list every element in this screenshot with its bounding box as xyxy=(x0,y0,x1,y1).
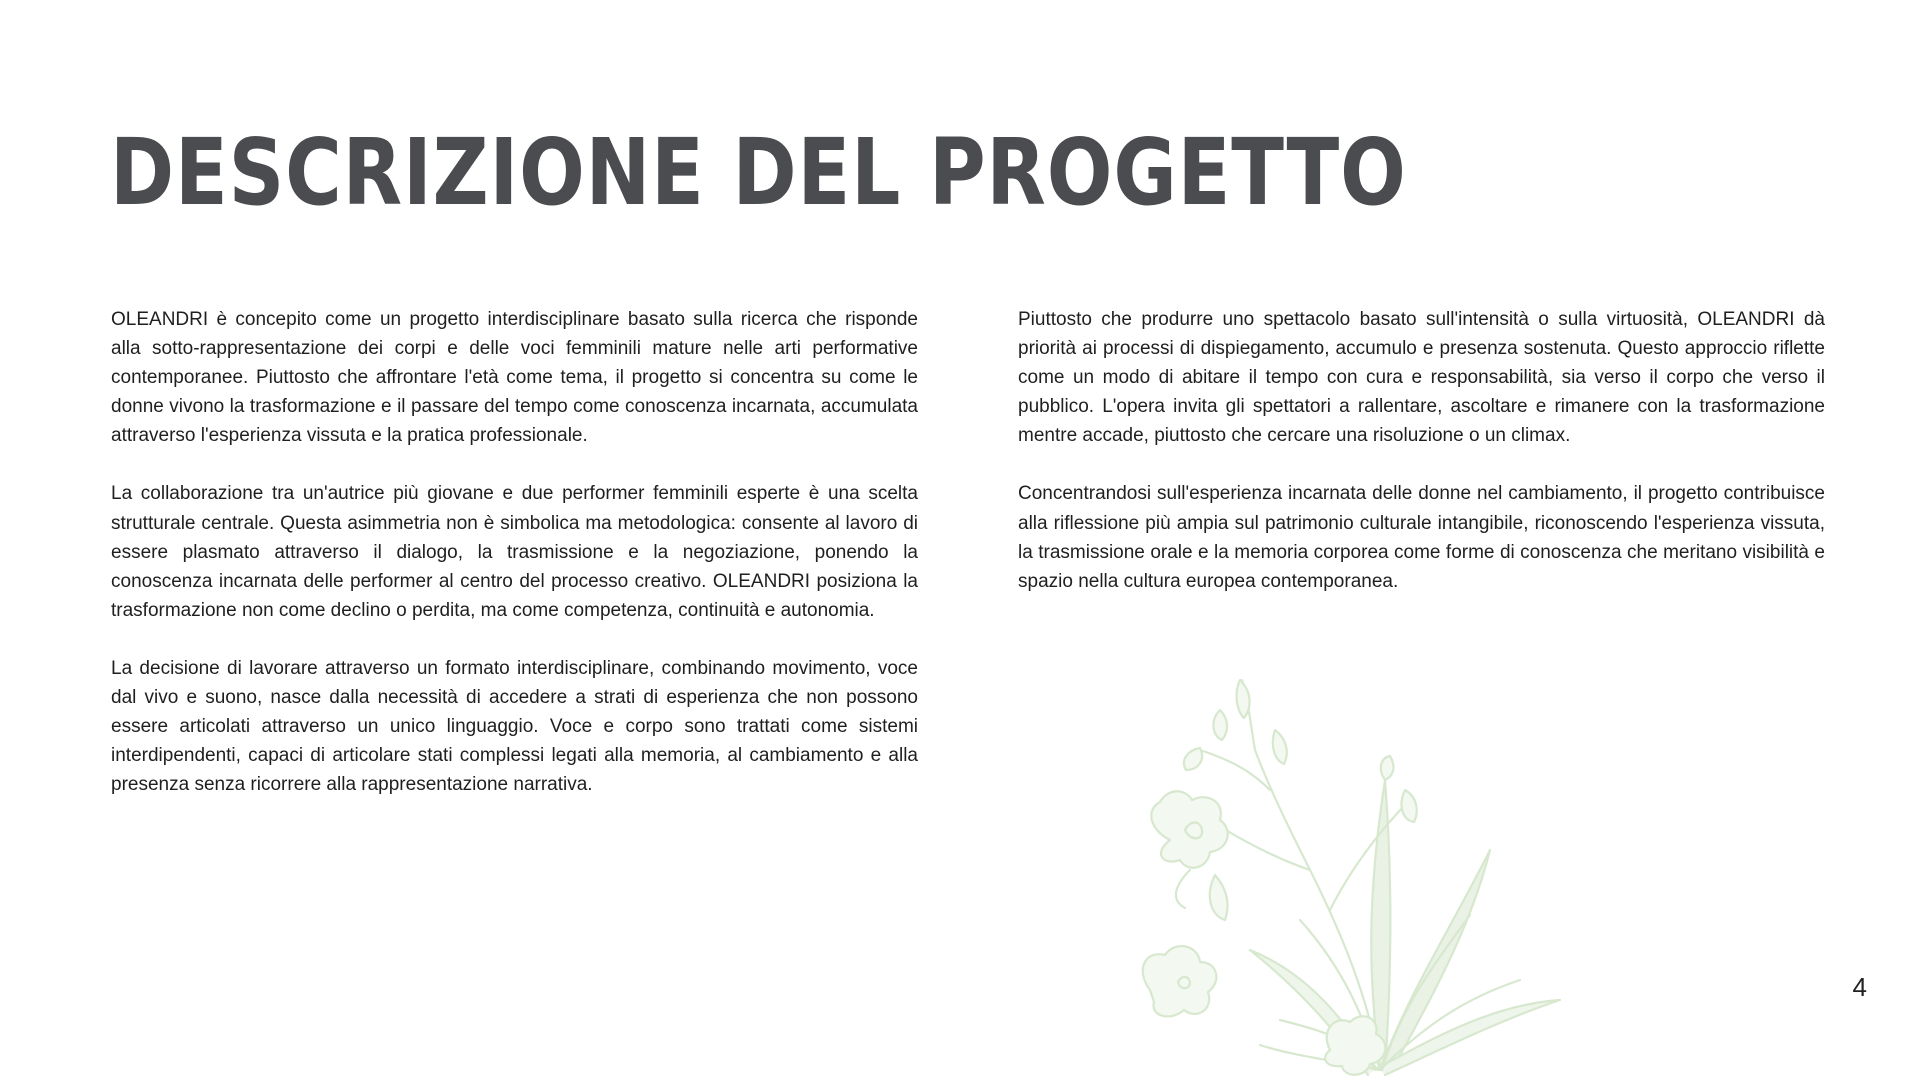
paragraph: La decisione di lavorare attraverso un formato interdisciplinare, combinando movimento, voce dal vivo e suono, nasce dalla necessità di accedere a strati di esperienza che non possono essere articolati attraverso un unico linguaggio. Voce e corpo sono trattati come sistemi interdipendenti, capaci di articolare stati complessi legati alla memoria, al cambiamento e alla presenza senza ricorrere alla rappresentazione narrativa. xyxy=(111,657,918,796)
oleander-flower-illustration xyxy=(1130,670,1580,1080)
text-column-left xyxy=(111,305,918,828)
page-number: 4 xyxy=(1852,972,1867,1002)
paragraph: Piuttosto che produrre uno spettacolo basato sull'intensità o sulla virtuosità, OLEANDRI dà priorità ai processi di dispiegamento, accumulo e presenza sostenuta. Questo approccio riflette come un modo di abitare il tempo con cura e responsabilità, sia verso il corpo che verso il pubblico. L'opera invita gli spettatori a rallentare, ascoltare e rimanere con la trasformazione mentre accade, piuttosto che cercare una risoluzione o un climax. xyxy=(1018,309,1825,447)
page-title: DESCRIZIONE DEL PROGETTO xyxy=(110,119,1407,226)
text-column-right xyxy=(1018,305,1825,625)
paragraph: Concentrandosi sull'esperienza incarnata delle donne nel cambiamento, il progetto contribuisce alla riflessione più ampia sul patrimonio culturale intangibile, riconoscendo l'esperienza vissuta, la trasmissione orale e la memoria corporea come forme di conoscenza che meritano visibilità e spazio nella cultura europea contemporanea. xyxy=(1018,483,1825,592)
paragraph: OLEANDRI è concepito come un progetto interdisciplinare basato sulla ricerca che risponde alla sotto-rappresentazione dei corpi e delle voci femminili mature nelle arti performative contemporanee. Piuttosto che affrontare l'età come tema, il progetto si concentra su come le donne vivono la trasformazione e il passare del tempo come conoscenza incarnata, accumulata attraverso l'esperienza vissuta e la pratica professionale. xyxy=(111,309,918,447)
paragraph: La collaborazione tra un'autrice più giovane e due performer femminili esperte è una scelta strutturale centrale. Questa asimmetria non è simbolica ma metodologica: consente al lavoro di essere plasmato attraverso il dialogo, la trasmissione e la negoziazione, ponendo la conoscenza incarnata delle performer al centro del processo creativo. OLEANDRI posiziona la trasformazione non come declino o perdita, ma come competenza, continuità e autonomia. xyxy=(111,483,918,621)
